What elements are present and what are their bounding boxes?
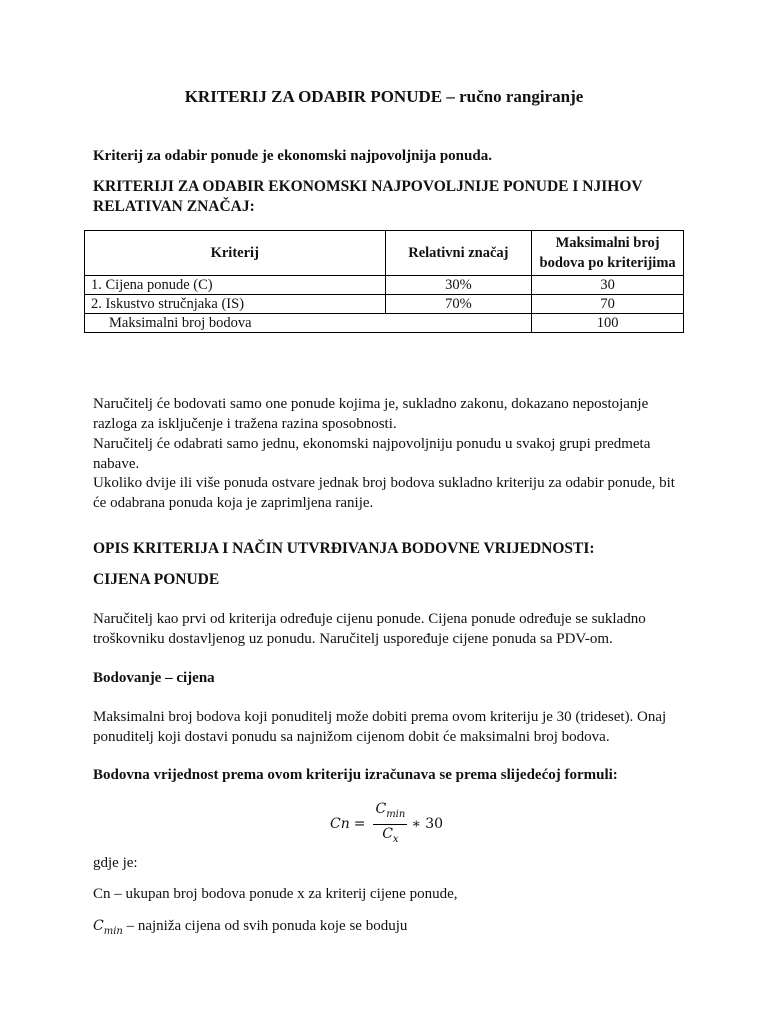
definition-1: Cn – ukupan broj bodova ponude x za kriterij cijene ponude, <box>93 886 458 902</box>
paragraph-3: Ukoliko dvije ili više ponuda ostvare jednak broj bodova sukladno kriteriju za odabir ponude, bit će odabrana ponuda koja je zaprimljena ranije. <box>93 475 675 511</box>
subheading-scoring: Bodovanje – cijena <box>93 670 215 686</box>
cell-weight: 30% <box>385 276 532 295</box>
table-header-row <box>85 231 684 276</box>
denominator-base: C <box>382 825 393 842</box>
numerator-base: C <box>375 801 387 817</box>
formula-lhs: Cn <box>330 816 350 833</box>
formula: Cn = $\frac{C_{min}}{C_x}$ ∗ 30 <box>330 800 443 849</box>
cell-points: 70 <box>532 295 684 314</box>
table-row <box>85 276 684 295</box>
document-title: KRITERIJ ZA ODABIR PONUDE – ručno rangiranje <box>184 87 584 106</box>
col-header-relativni: Relativni značaj <box>385 231 532 276</box>
intro-text: Kriterij za odabir ponude je ekonomski najpovoljnija ponuda. <box>93 148 492 164</box>
denominator-sub: x <box>392 833 399 845</box>
formula-multiplier: ∗ 30 <box>411 816 444 833</box>
numerator-sub: min <box>386 808 406 820</box>
col-header-maksimalni: Maksimalni broj bodova po kriterijima <box>532 231 684 276</box>
paragraph-1: Naručitelj će bodovati samo one ponude kojima je, sukladno zakonu, dokazano nepostojanje razloga za isključenje i tražena razina sposobnosti. <box>93 396 649 432</box>
section-heading-criteria: KRITERIJI ZA ODABIR EKONOMSKI NAJPOVOLJNIJE PONUDE I NJIHOV RELATIVAN ZNAČAJ: <box>93 178 643 215</box>
cell-criterion: 2. Iskustvo stručnjaka (IS) <box>85 295 386 314</box>
paragraph-4: Naručitelj kao prvi od kriterija određuje cijenu ponude. Cijena ponude određuje se sukladno troškovniku dostavljenog uz ponudu. Naručitelj uspoređuje cijene ponuda sa PDV-om. <box>93 611 646 647</box>
where-text: gdje je: <box>93 855 138 871</box>
section-heading-description: OPIS KRITERIJA I NAČIN UTVRĐIVANJA BODOVNE VRIJEDNOSTI: <box>93 540 595 557</box>
cell-total-label: Maksimalni broj bodova <box>85 314 532 333</box>
col-header-kriterij: Kriterij <box>85 231 386 276</box>
def2-text: – najniža cijena od svih ponuda koje se boduju <box>122 918 408 934</box>
paragraph-5: Maksimalni broj bodova koji ponuditelj može dobiti prema ovom kriteriju je 30 (trideset). Onaj ponuditelj koji dostavi ponudu sa najnižom cijenom dobit će maksimalni broj bodova. <box>93 709 667 745</box>
table-total-row <box>85 314 684 333</box>
definition-2 <box>93 916 693 942</box>
criteria-table <box>84 230 684 333</box>
cell-points: 30 <box>532 276 684 295</box>
cell-criterion: 1. Cijena ponude (C) <box>85 276 386 295</box>
table-row <box>85 295 684 314</box>
section-heading-price: CIJENA PONUDE <box>93 571 220 588</box>
def2-base: C <box>93 918 104 934</box>
paragraph-2: Naručitelj će odabrati samo jednu, ekonomski najpovoljniju ponudu u svakoj grupi predmeta nabave. <box>93 436 651 472</box>
def2-sub: min <box>103 925 123 937</box>
cell-total-value: 100 <box>532 314 684 333</box>
formula-intro: Bodovna vrijednost prema ovom kriteriju izračunava se prema slijedećoj formuli: <box>93 767 618 783</box>
cell-weight: 70% <box>385 295 532 314</box>
formula-fraction <box>373 800 407 849</box>
